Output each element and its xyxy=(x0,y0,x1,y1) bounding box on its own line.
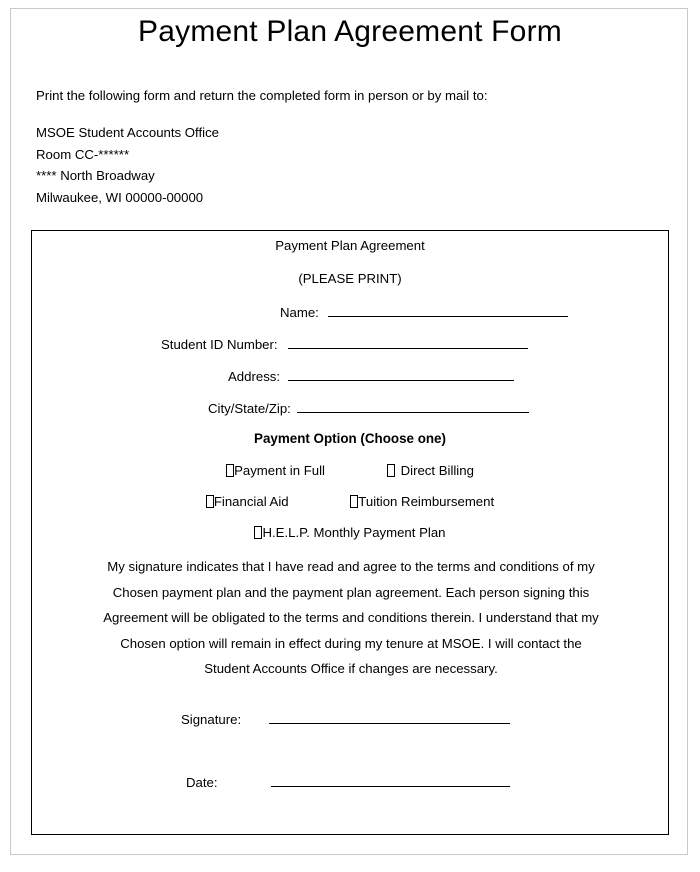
field-label-address: Address: xyxy=(228,369,281,384)
payment-option-row-3 xyxy=(32,524,668,540)
address-line-4: Milwaukee, WI 00000-00000 xyxy=(36,189,204,205)
mailing-address-block xyxy=(36,122,219,208)
option-label: Direct Billing xyxy=(400,463,474,479)
option-label: Financial Aid xyxy=(213,494,289,510)
payment-option-row-2 xyxy=(32,493,668,509)
checkbox-icon[interactable] xyxy=(206,495,214,508)
field-row-student-id xyxy=(32,335,668,355)
agreement-paragraph xyxy=(60,554,642,682)
field-input-signature[interactable] xyxy=(269,710,510,724)
option-payment-in-full[interactable] xyxy=(226,463,325,478)
field-input-city-state-zip[interactable] xyxy=(297,399,529,413)
checkbox-icon[interactable] xyxy=(350,495,358,508)
option-direct-billing[interactable] xyxy=(387,463,474,478)
field-label-signature: Signature: xyxy=(181,712,242,727)
checkbox-icon[interactable] xyxy=(254,526,262,539)
field-label-date: Date: xyxy=(186,775,218,790)
field-input-address[interactable] xyxy=(288,367,514,381)
option-label: Tuition Reimbursement xyxy=(358,494,495,510)
agreement-form-box xyxy=(31,230,669,835)
field-row-name xyxy=(32,303,668,323)
field-row-city-state-zip xyxy=(32,399,668,419)
paragraph-line: Agreement will be obligated to the terms and conditions therein. I understand that my xyxy=(103,610,599,626)
payment-option-row-1 xyxy=(32,462,668,478)
field-label-city-state-zip: City/State/Zip: xyxy=(208,401,291,416)
option-tuition-reimbursement[interactable] xyxy=(350,494,494,509)
field-label-name: Name: xyxy=(280,305,319,320)
option-help-monthly-payment-plan[interactable] xyxy=(254,525,445,540)
field-row-address xyxy=(32,367,668,387)
field-input-name[interactable] xyxy=(328,303,568,317)
page-title: Payment Plan Agreement Form xyxy=(138,15,562,48)
address-line-1: MSOE Student Accounts Office xyxy=(36,125,220,140)
address-line-3: **** North Broadway xyxy=(36,168,155,183)
form-heading: Payment Plan Agreement xyxy=(275,238,425,253)
field-label-student-id: Student ID Number: xyxy=(161,337,278,352)
payment-option-heading: Payment Option (Choose one) xyxy=(254,431,446,446)
checkbox-icon[interactable] xyxy=(387,464,395,477)
paragraph-line: Chosen payment plan and the payment plan agreement. Each person signing this xyxy=(112,584,590,600)
paragraph-line: Student Accounts Office if changes are necessary. xyxy=(204,661,498,677)
address-line-2: Room CC-****** xyxy=(36,146,130,162)
option-financial-aid[interactable] xyxy=(206,494,289,509)
checkbox-icon[interactable] xyxy=(226,464,234,477)
option-label: Payment in Full xyxy=(234,463,325,479)
option-label: H.E.L.P. Monthly Payment Plan xyxy=(262,525,446,541)
intro-instruction: Print the following form and return the completed form in person or by mail to: xyxy=(36,88,488,103)
please-print-note: (PLEASE PRINT) xyxy=(298,271,402,286)
field-input-student-id[interactable] xyxy=(288,335,528,349)
field-input-date[interactable] xyxy=(271,773,510,787)
paragraph-line: Chosen option will remain in effect during my tenure at MSOE. I will contact the xyxy=(120,635,582,651)
paragraph-line: My signature indicates that I have read and agree to the terms and conditions of my xyxy=(107,559,595,574)
